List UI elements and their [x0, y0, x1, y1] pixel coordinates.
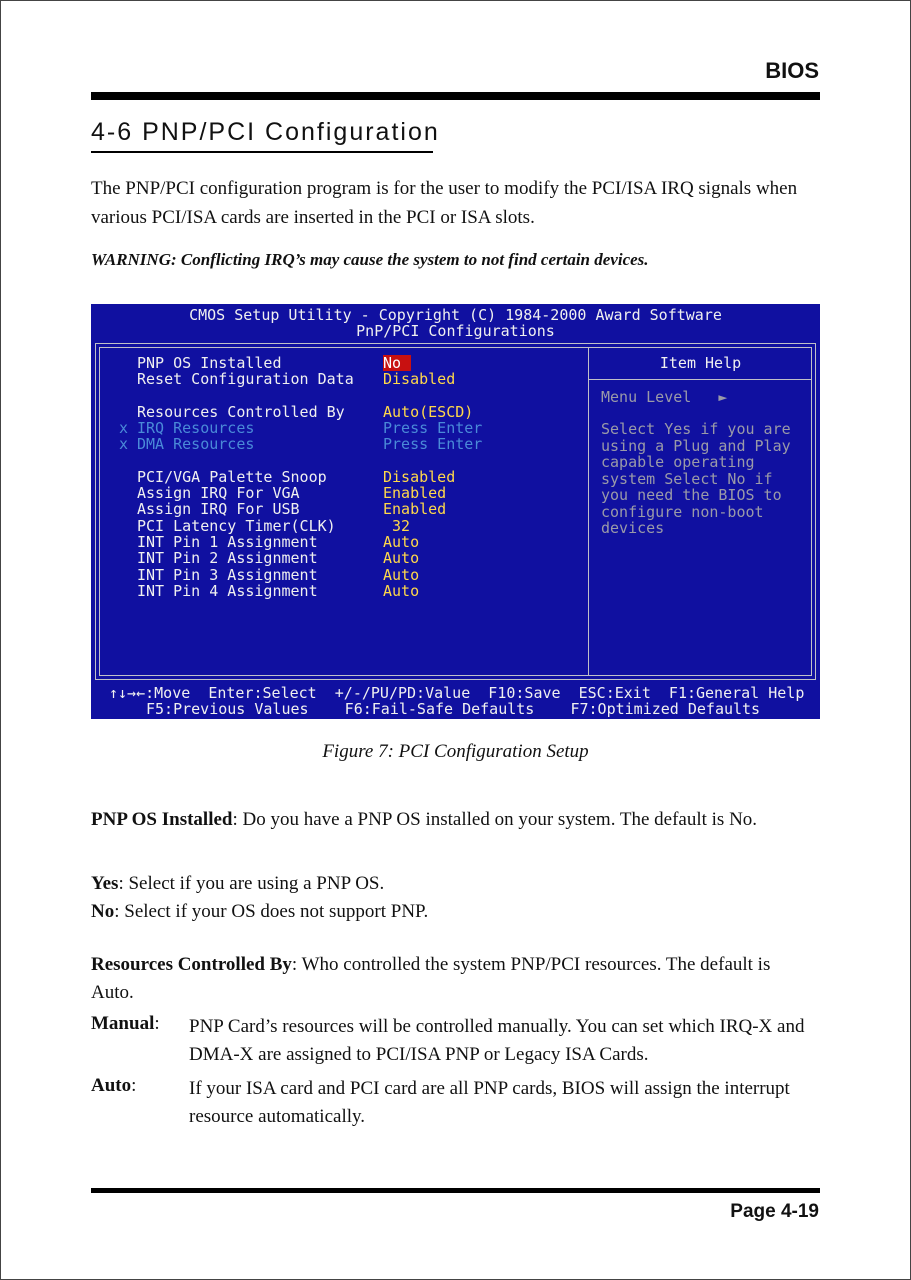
item-help-text: Select Yes if you are using a Plug and Play capable operating system Select No if you need the BIOS to configure non-boot devices [601, 420, 791, 537]
bios-item-value[interactable]: Enabled [383, 484, 447, 502]
bios-item-label: PCI/VGA Palette Snoop [137, 468, 327, 486]
resources-paragraph [91, 951, 791, 1007]
intro-paragraph: The PNP/PCI configuration program is for the user to modify the PCI/ISA IRQ signals when various PCI/ISA cards are inserted in the PCI or ISA slots. [91, 178, 798, 228]
disabled-marker: x [119, 435, 129, 453]
bios-menu-item[interactable] [137, 549, 420, 567]
bios-item-label: INT Pin 3 Assignment [137, 566, 318, 584]
bios-item-value[interactable]: Auto(ESCD) [383, 403, 474, 421]
bios-menu-item[interactable] [137, 354, 402, 372]
resources-term: Resources Controlled By [91, 954, 292, 975]
bios-item-value[interactable]: Press Enter [383, 435, 483, 453]
bios-key-legend-1: ↑↓→←:Move Enter:Select +/-/PU/PD:Value F10:Save ESC:Exit F1:General Help [109, 684, 805, 702]
yes-term: Yes [91, 873, 119, 894]
no-line [91, 898, 428, 926]
bios-item-value[interactable]: Press Enter [383, 419, 483, 437]
manual-desc: PNP Card’s resources will be controlled manually. You can set which IRQ-X and DMA-X are assigned to PCI/ISA PNP or Legacy ISA Cards. [189, 1016, 805, 1065]
bios-item-label: PNP OS Installed [137, 354, 282, 372]
running-header: BIOS [765, 58, 819, 83]
section-title: 4-6 PNP/PCI Configuration [91, 118, 440, 146]
page-number: Page 4-19 [730, 1201, 819, 1222]
bios-menu-item[interactable] [137, 370, 456, 388]
bios-item-value[interactable]: Disabled [383, 370, 456, 388]
bios-screenshot [91, 304, 820, 719]
yes-desc: : Select if you are using a PNP OS. [118, 873, 385, 894]
auto-term: Auto: [91, 1075, 137, 1096]
item-help-rule [589, 379, 812, 380]
manual-term: Manual: [91, 1013, 160, 1034]
bios-item-label: IRQ Resources [137, 419, 255, 437]
warning-text: WARNING: Conflicting IRQ’s may cause the system to not find certain devices. [91, 250, 649, 269]
bios-menu-item[interactable] [119, 419, 483, 437]
disabled-marker: x [119, 419, 129, 437]
bios-menu-item[interactable] [137, 500, 447, 518]
bios-subtitle: PnP/PCI Configurations [356, 322, 555, 340]
bios-title: CMOS Setup Utility - Copyright (C) 1984-2000 Award Software [189, 306, 722, 324]
bios-menu-item[interactable] [137, 566, 420, 584]
bios-item-value[interactable]: Auto [383, 582, 420, 600]
bios-item-label: Resources Controlled By [137, 403, 345, 421]
bios-item-value[interactable]: Auto [383, 566, 420, 584]
figure-caption: Figure 7: PCI Configuration Setup [322, 741, 589, 762]
bios-menu-item[interactable] [137, 582, 420, 600]
bios-item-label: INT Pin 1 Assignment [137, 533, 318, 551]
bios-item-value[interactable]: 32 [383, 517, 411, 535]
bios-menu-item[interactable] [137, 468, 456, 486]
resources-desc: : Who controlled the system PNP/PCI resources. The default is Auto. [91, 954, 771, 1003]
bios-menu-item[interactable] [137, 403, 474, 421]
footer-rule [91, 1188, 820, 1193]
yes-line [91, 870, 384, 898]
bios-item-label: Assign IRQ For VGA [137, 484, 300, 502]
bios-item-label: INT Pin 4 Assignment [137, 582, 318, 600]
bios-menu-item[interactable] [137, 533, 420, 551]
bios-item-label: PCI Latency Timer(CLK) [137, 517, 336, 535]
no-term: No [91, 901, 115, 922]
pnp-os-paragraph [91, 806, 826, 834]
bios-item-label: DMA Resources [137, 435, 255, 453]
bios-menu-item[interactable] [137, 484, 447, 502]
bios-item-value[interactable]: Enabled [383, 500, 447, 518]
bios-key-legend-2: F5:Previous Values F6:Fail-Safe Defaults F7:Optimized Defaults [146, 700, 761, 718]
pnp-os-term: PNP OS Installed [91, 809, 233, 830]
bios-help-divider [588, 347, 589, 676]
bios-menu-item[interactable] [119, 435, 483, 453]
pnp-os-desc: : Do you have a PNP OS installed on your system. The default is No. [232, 809, 758, 830]
auto-desc: If your ISA card and PCI card are all PNP cards, BIOS will assign the interrupt resource automatically. [189, 1078, 790, 1127]
section-title-underline [91, 151, 433, 153]
bios-item-value[interactable]: Auto [383, 549, 420, 567]
bios-item-label: Assign IRQ For USB [137, 500, 300, 518]
item-help-title: Item Help [659, 354, 742, 372]
header-rule [91, 92, 820, 100]
bios-menu-item[interactable] [137, 517, 411, 535]
menu-level: Menu Level ► [601, 388, 728, 406]
no-desc: : Select if your OS does not support PNP. [114, 901, 429, 922]
bios-item-label: Reset Configuration Data [137, 370, 354, 388]
bios-item-label: INT Pin 2 Assignment [137, 549, 318, 567]
bios-item-value[interactable]: Auto [383, 533, 420, 551]
bios-item-value[interactable]: No [383, 355, 411, 371]
bios-item-value[interactable]: Disabled [383, 468, 456, 486]
